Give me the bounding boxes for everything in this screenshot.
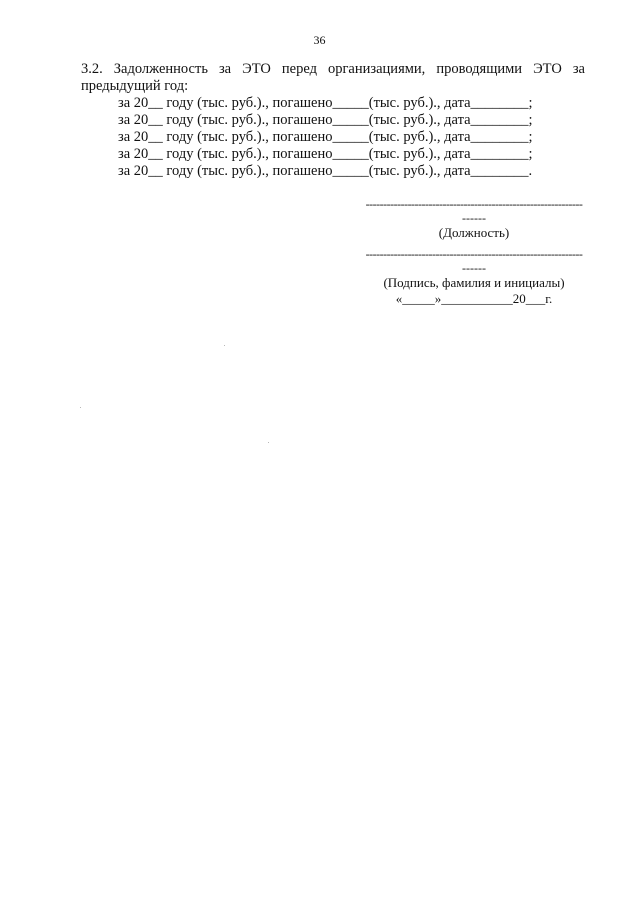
signature-caption: (Подпись, фамилия и инициалы) (383, 275, 565, 290)
debt-row: за 20__ году (тыс. руб.)., погашено_____(тыс. руб.)., дата________; (118, 129, 533, 145)
debt-rows (81, 95, 585, 180)
scan-speck (268, 442, 269, 443)
signature-line-tail: ------ (462, 261, 486, 275)
position-caption: (Должность) (438, 225, 510, 240)
section-heading: 3.2. Задолженность за ЭТО перед организациями, проводящими ЭТО за предыдущий год: (81, 61, 585, 94)
debt-section (81, 61, 585, 180)
debt-row: за 20__ году (тыс. руб.)., погашено_____(тыс. руб.)., дата________; (118, 146, 533, 162)
scan-speck (80, 407, 81, 408)
debt-row: за 20__ году (тыс. руб.)., погашено_____(тыс. руб.)., дата________; (118, 95, 533, 111)
position-line-tail: ------ (462, 211, 486, 225)
debt-row: за 20__ году (тыс. руб.)., погашено_____(тыс. руб.)., дата________; (118, 112, 533, 128)
signature-block (360, 197, 588, 307)
page-number: 36 (313, 33, 326, 47)
position-line: -------------------------------------------------------------- (365, 197, 583, 211)
scan-speck (224, 345, 225, 346)
debt-row: за 20__ году (тыс. руб.)., погашено_____(тыс. руб.)., дата________. (118, 163, 533, 179)
signature-line: -------------------------------------------------------------- (365, 247, 583, 261)
date-line: «_____»___________20___г. (395, 291, 553, 306)
